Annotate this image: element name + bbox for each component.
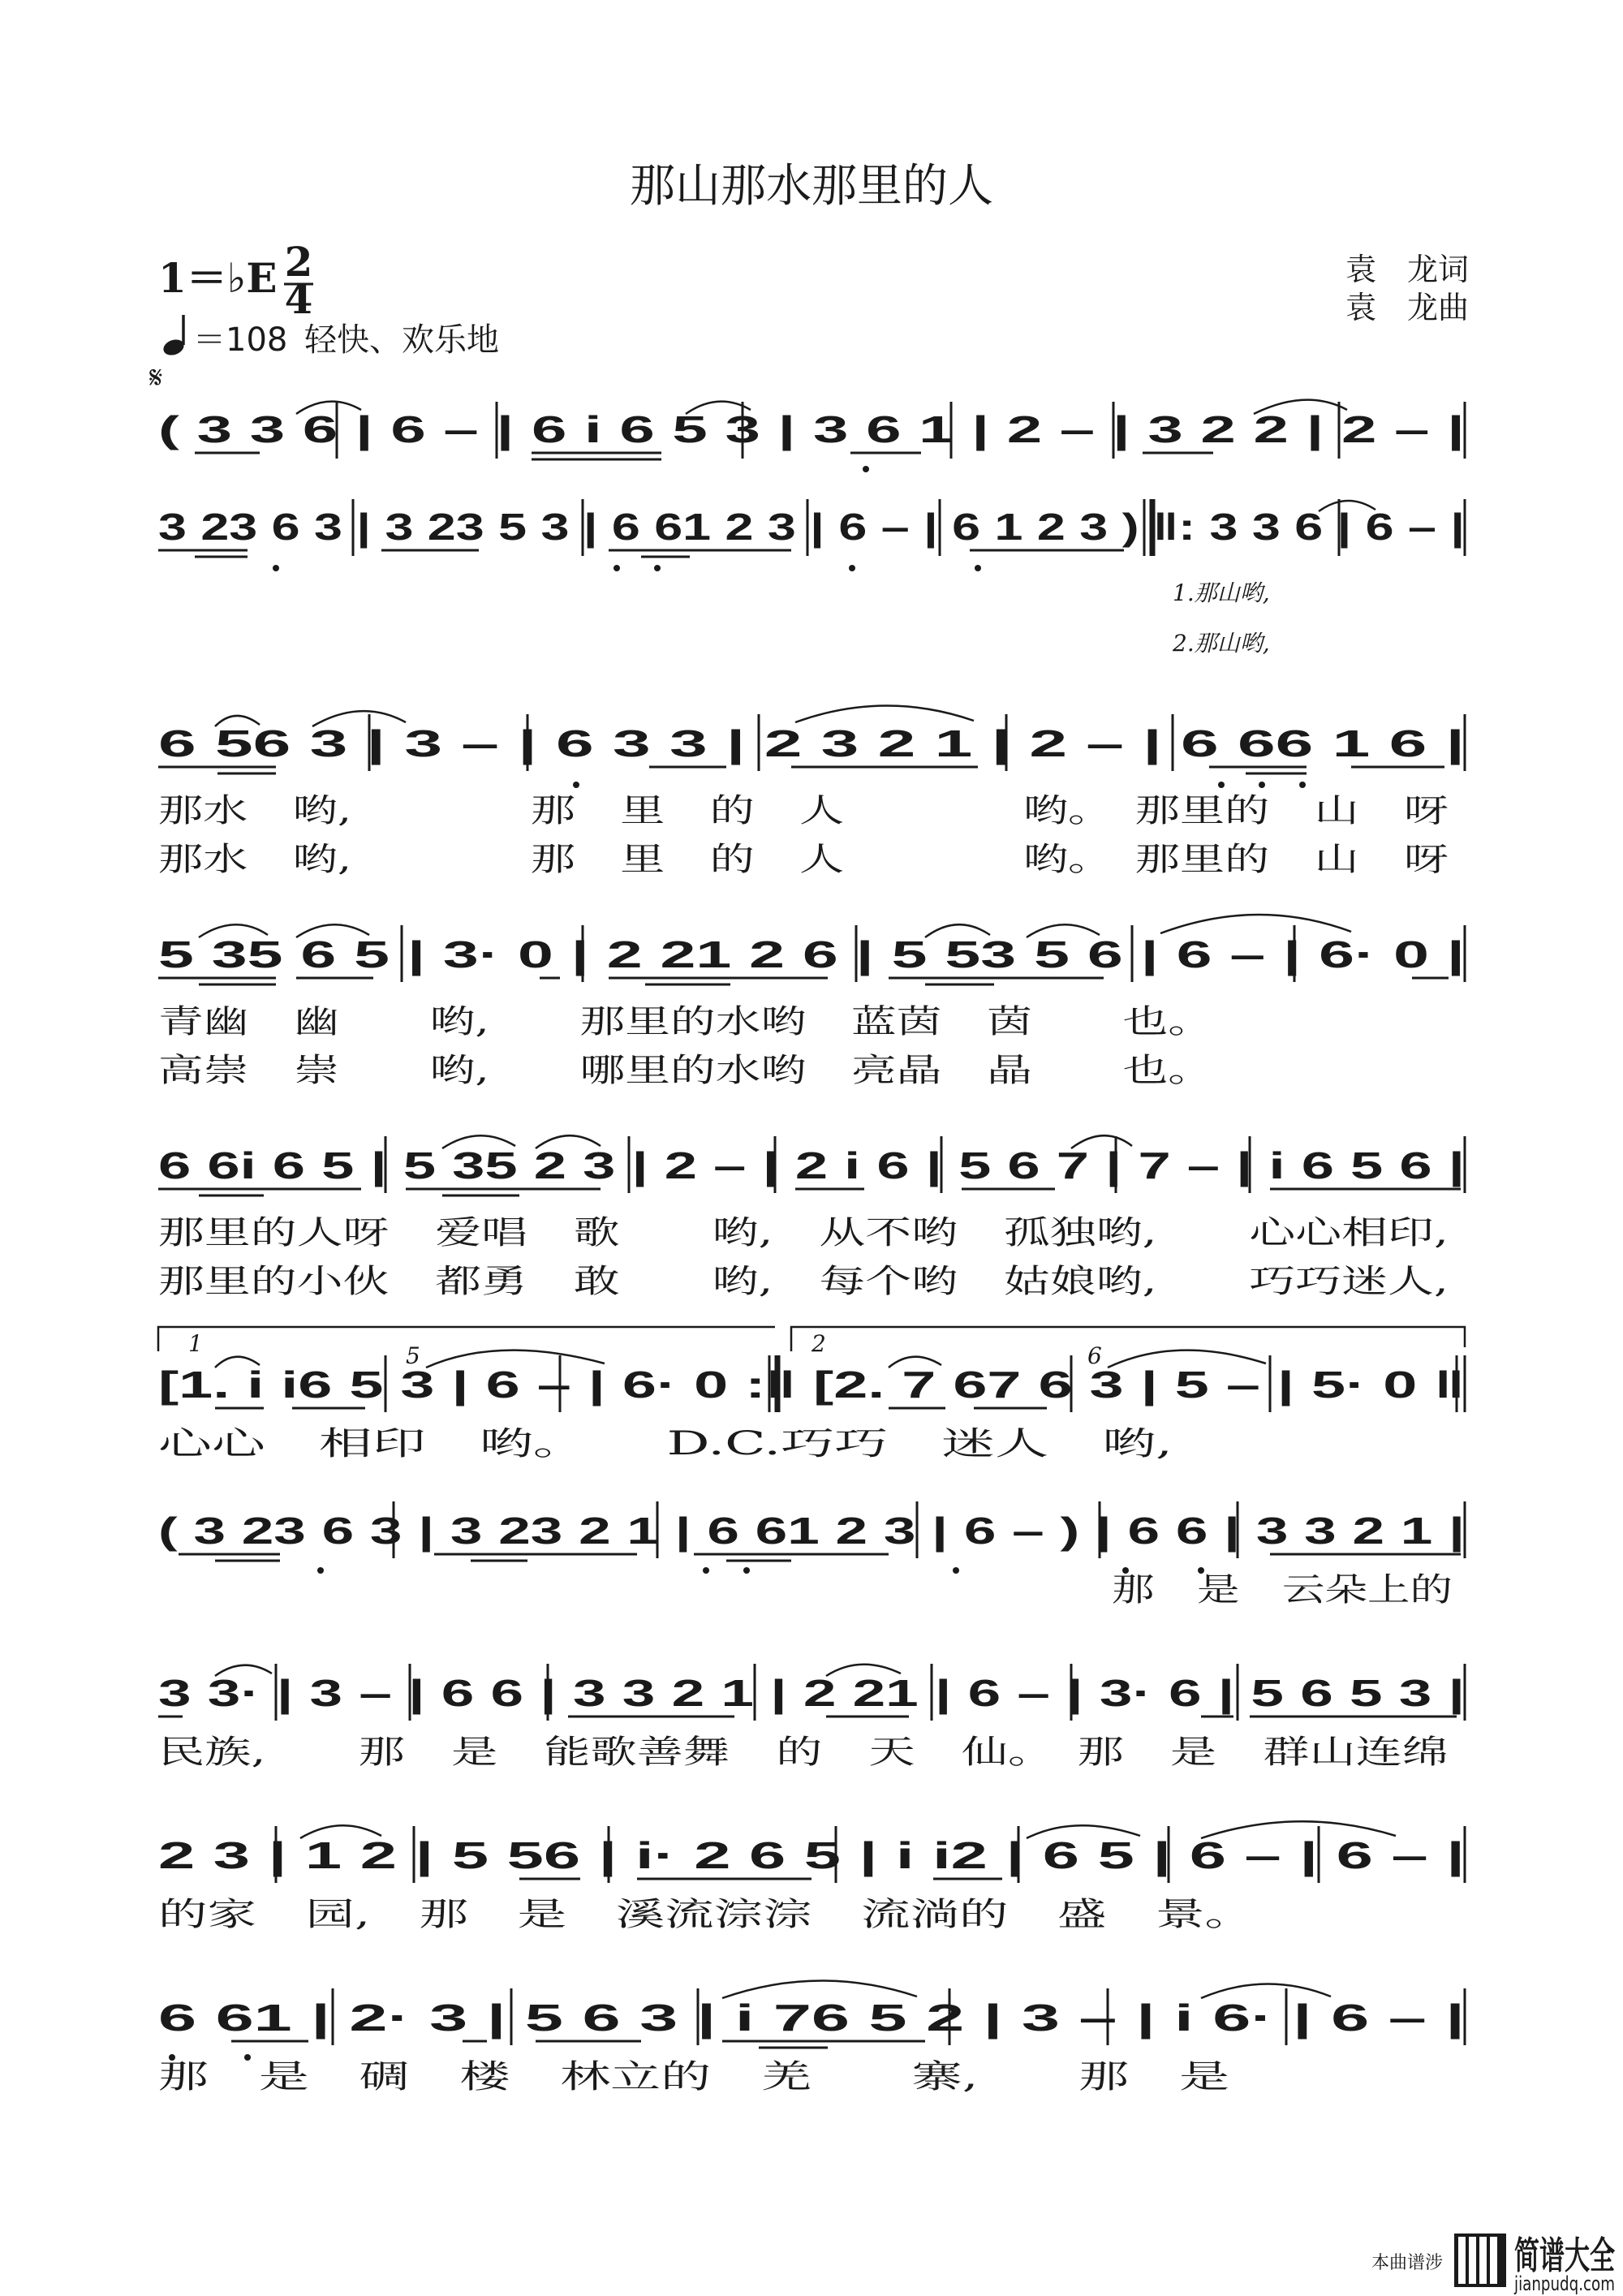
footer-note: 本曲谱涉 bbox=[1371, 2253, 1444, 2273]
lyrics-row-3-verse-2: 那水 哟, 那 里 的 人 哟。 那里的 山 呀 bbox=[158, 841, 1449, 878]
time-signature-top: 2 bbox=[284, 238, 313, 286]
lyricist-credit: 袁 龙词 bbox=[1345, 252, 1469, 287]
lyrics-row-10: 那 是 碉 楼 林立的 羌 寨, 那 是 bbox=[158, 2058, 1229, 2096]
lyrics-row-5-verse-2: 那里的小伙 都勇 敢 哟, 每个哟 姑娘哟, 巧巧迷人, bbox=[158, 1263, 1449, 1300]
lyrics-row-5-verse-1: 那里的人呀 爱唱 歌 哟, 从不哟 孤独哟, 心心相印, bbox=[158, 1214, 1449, 1251]
volta-1-number: 1 bbox=[188, 1330, 203, 1357]
song-title: 那山那水那里的人 bbox=[630, 160, 993, 213]
verse-2-marker: 2.那山哟, bbox=[1173, 630, 1270, 657]
volta-2-number: 2 bbox=[812, 1330, 826, 1357]
staff-row-8 bbox=[158, 1665, 1465, 1771]
volta-bracket-1 bbox=[158, 1327, 775, 1351]
composer-credit: 袁 龙曲 bbox=[1345, 290, 1469, 325]
notes-row-8: 3 3· | 3 – | 6 6 | 3 3 2 1 | 2 21 | 6 – | 3· 6 | 5 6 5 3 | bbox=[158, 1672, 1465, 1714]
lyrics-row-6: 心心 相印 哟。 D.C.巧巧 迷人 哟, bbox=[158, 1425, 1173, 1462]
notes-row-6: [1. i i6 5 3 | 6 – | 6· 0 :‖ [2. 7 67 6 3 | 5 – | 5· 0 ‖ bbox=[158, 1363, 1465, 1406]
staff-row-9 bbox=[158, 1821, 1465, 1933]
notes-row-2: 3 23 6 3 | 3 23 5 3 | 6 61 2 3 | 6 – | 6 1 2 3 ) ‖: 3 3 6 | 6 – | bbox=[158, 506, 1465, 548]
key-signature: 1＝♭E bbox=[158, 254, 278, 302]
staff-row-4 bbox=[158, 915, 1465, 1089]
lyrics-row-3-verse-1: 那水 哟, 那 里 的 人 哟。 那里的 山 呀 bbox=[158, 792, 1449, 829]
segno-sign: 𝄋 bbox=[149, 360, 163, 395]
notes-row-4: 5 35 6 5 | 3· 0 | 2 21 2 6 | 5 53 5 6 | 6 – | 6· 0 | bbox=[158, 933, 1465, 976]
notes-row-10: 6 61 | 2· 3 | 5 6 3 | i 76 5 2 | 3 – | i 6· | 6 – | bbox=[158, 1997, 1465, 2039]
notes-row-9: 2 3 | 1 2 | 5 56 | i· 2 6 5 | i i2 | 6 5 | 6 – | 6 – | bbox=[158, 1834, 1465, 1876]
lyrics-row-8: 民族, 那 是 能歌善舞 的 天 仙。 那 是 群山连绵 bbox=[158, 1734, 1449, 1771]
lyrics-row-4-verse-2: 高崇 崇 哟, 哪里的水哟 亮晶 晶 也。 bbox=[158, 1052, 1213, 1089]
quarter-note-icon bbox=[161, 315, 187, 358]
tempo-value: ＝108 bbox=[193, 321, 288, 359]
lyrics-row-4-verse-1: 青幽 幽 哟, 那里的水哟 蓝茵 茵 也。 bbox=[158, 1003, 1213, 1040]
time-signature-bottom: 4 bbox=[284, 275, 313, 323]
notes-row-7: ( 3 23 6 3 | 3 23 2 1 | 6 61 2 3 | 6 – ) | 6 6 | 3 3 2 1 | bbox=[158, 1510, 1465, 1552]
volta-bracket-2 bbox=[791, 1327, 1465, 1351]
grace-note-2: 6 bbox=[1087, 1342, 1102, 1369]
staff-row-5 bbox=[158, 1135, 1465, 1300]
notes-row-1: ( 3 3 6 | 6 – | 6 i 6 5 3 | 3 6 1 | 2 – | 3 2 2 | 2 – | bbox=[158, 408, 1465, 450]
lyrics-row-9: 的家 园, 那 是 溪流淙淙 流淌的 盛 景。 bbox=[158, 1896, 1254, 1933]
verse-1-marker: 1.那山哟, bbox=[1173, 579, 1270, 606]
tempo-mark: 轻快、欢乐地 bbox=[304, 321, 499, 359]
piano-keys-icon bbox=[1454, 2234, 1506, 2287]
brand-logo-text: 简谱大全 bbox=[1514, 2234, 1615, 2277]
staff-row-1 bbox=[158, 400, 1465, 472]
staff-row-3 bbox=[158, 705, 1465, 878]
notes-row-5: 6 6i 6 5 | 5 35 2 3 | 2 – | 2 i 6 | 5 6 7 | 7 – | i 6 5 6 | bbox=[158, 1144, 1465, 1187]
staff-row-10 bbox=[158, 1980, 1465, 2096]
grace-note-1: 5 bbox=[406, 1342, 420, 1369]
staff-row-7 bbox=[158, 1510, 1465, 1609]
brand-url: jianpudq.com bbox=[1513, 2272, 1615, 2295]
lyrics-row-7: 那 是 云朵上的 bbox=[1112, 1571, 1453, 1609]
notes-row-3: 6 56 3 | 3 – | 6 3 3 | 2 3 2 1 | 2 – | 6 66 1 6 | bbox=[158, 722, 1465, 765]
